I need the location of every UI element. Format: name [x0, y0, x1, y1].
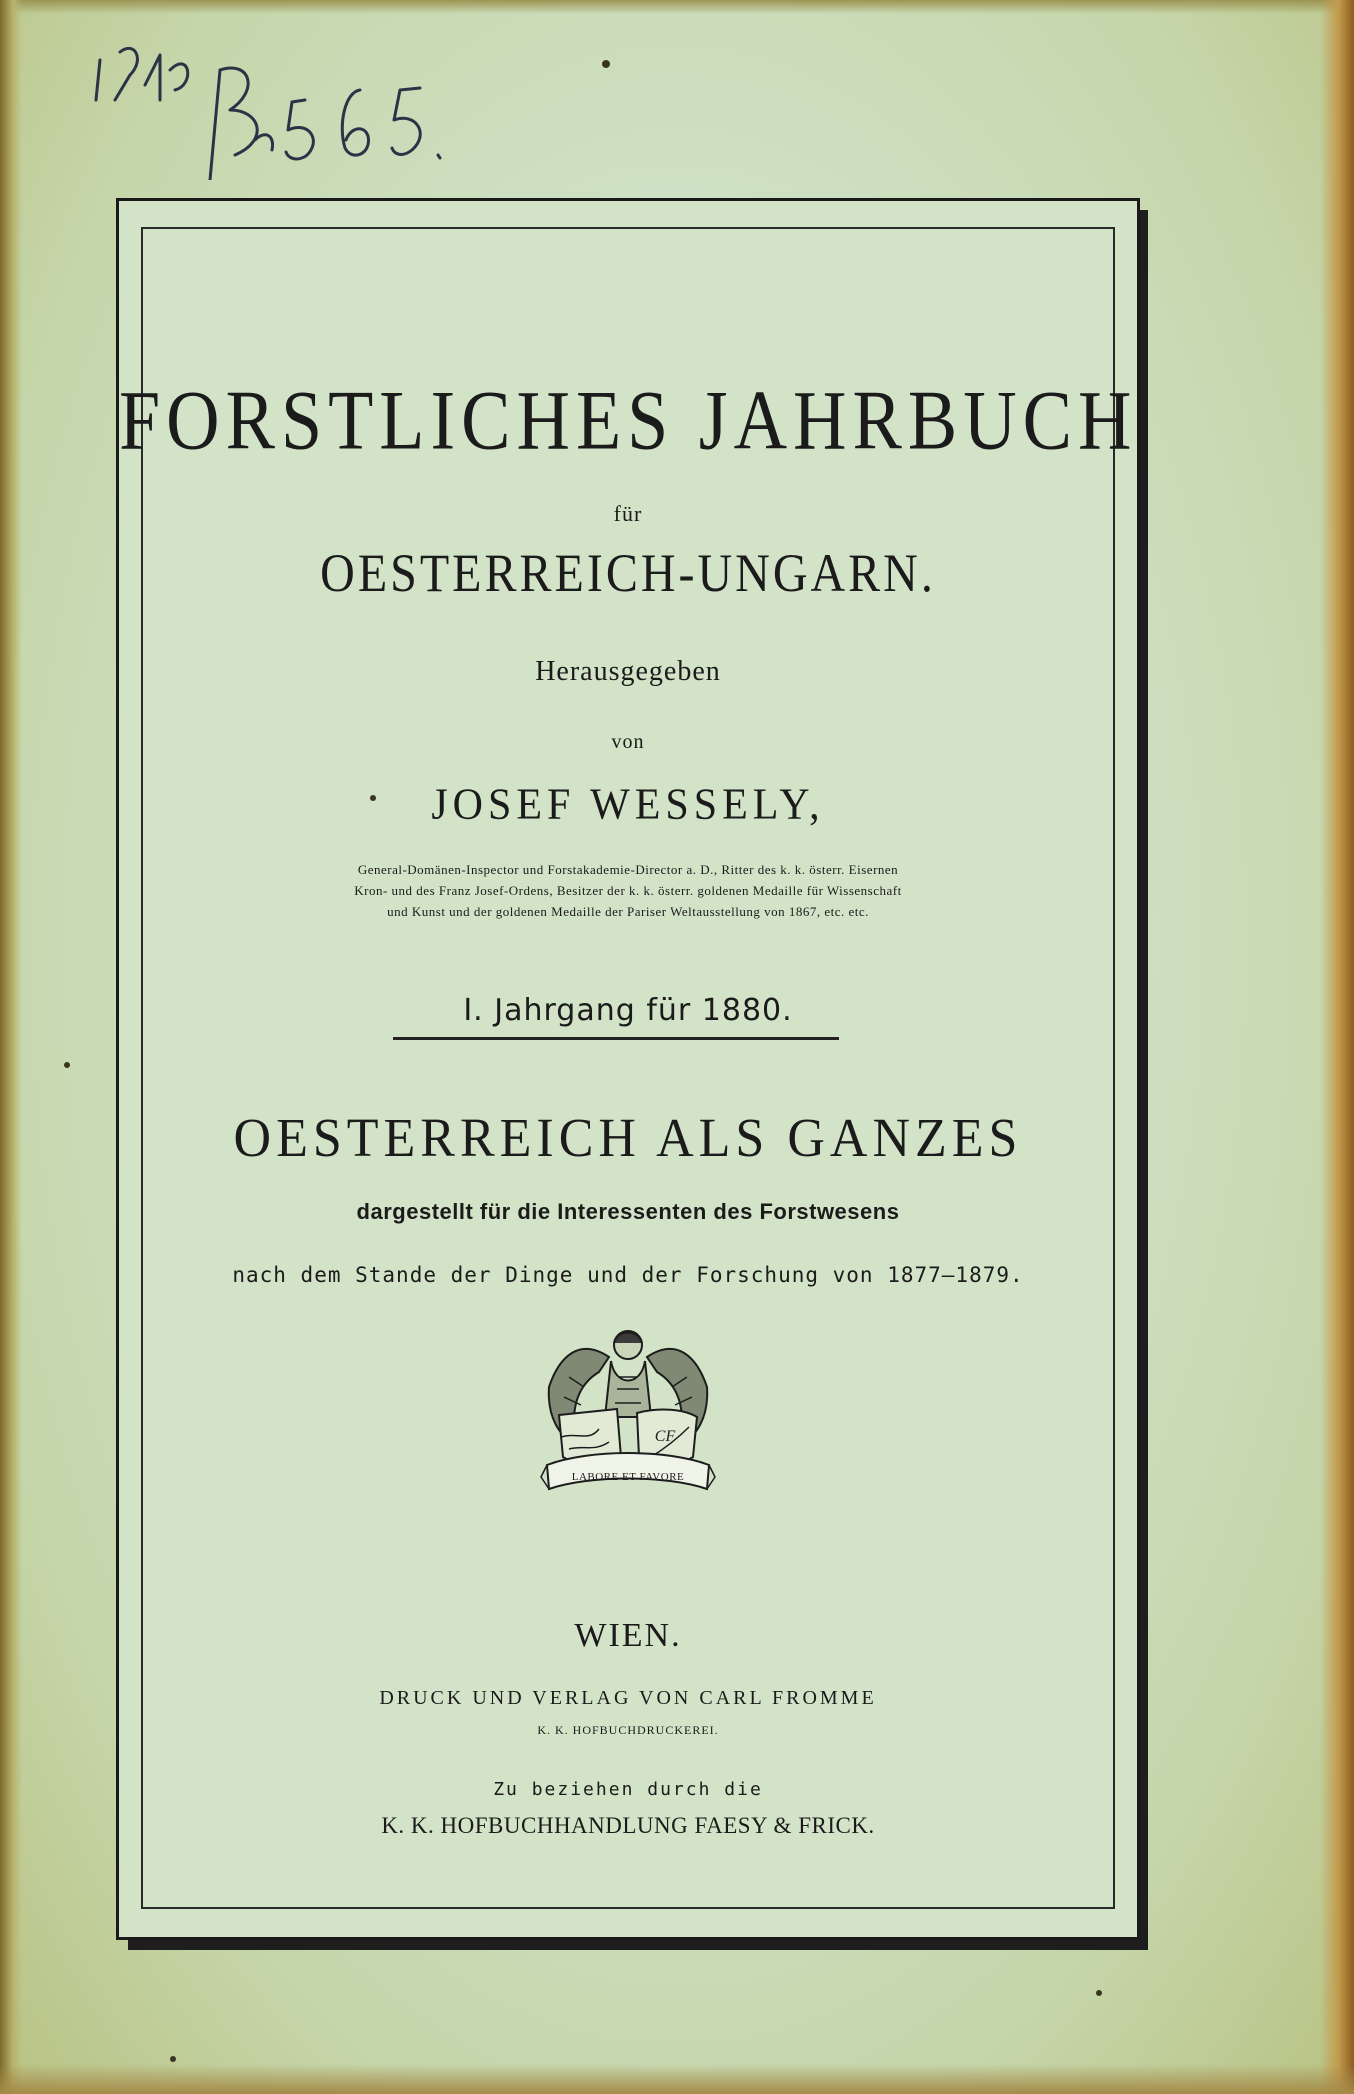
paper-speck: [1096, 1990, 1102, 1996]
paper-speck: [602, 60, 610, 68]
credentials-line: und Kunst und der goldenen Medaille der Pariser Weltausstellung von 1867, etc. etc.: [387, 904, 869, 919]
available-through: Zu beziehen durch die: [493, 1779, 763, 1800]
fuer-text: für: [613, 501, 643, 526]
paper-edge-bottom: [0, 2064, 1354, 2094]
research-period: nach dem Stande der Dinge und der Forschung von 1877–1879.: [232, 1263, 1024, 1287]
paper-speck: [170, 2056, 176, 2062]
svg-text:LABORE ET FAVORE: LABORE ET FAVORE: [571, 1471, 685, 1483]
subtitle-description: dargestellt für die Interessenten des Forstwesens: [356, 1199, 900, 1224]
country-title: OESTERREICH-UNGARN.: [320, 543, 936, 604]
credentials-line: Kron- und des Franz Josef-Ordens, Besitzer der k. k. österr. goldenen Medaille für Wissenschaft: [354, 883, 902, 898]
book-title: FORSTLICHES JAHRBUCH: [119, 373, 1138, 469]
cover-content: [119, 201, 1137, 1937]
svg-text:CF: CF: [654, 1428, 676, 1445]
herausgegeben-text: Herausgegeben: [535, 656, 721, 687]
paper-edge-top: [0, 0, 1354, 14]
printer-line: K. K. HOFBUCHDRUCKEREI.: [537, 1723, 719, 1737]
year-underline: [393, 1037, 839, 1040]
publication-place: WIEN.: [574, 1617, 682, 1654]
paper-speck: [370, 795, 376, 801]
paper-speck: [64, 1062, 70, 1068]
bookshop-line: K. K. HOFBUCHHANDLUNG FAESY & FRICK.: [381, 1813, 875, 1838]
volume-subtitle: OESTERREICH ALS GANZES: [233, 1108, 1023, 1169]
paper-edge-right: [1320, 0, 1354, 2094]
publisher-line: DRUCK UND VERLAG VON CARL FROMME: [379, 1687, 877, 1709]
paper-edge-left: [0, 0, 22, 2094]
outer-frame: [116, 198, 1140, 1940]
von-text: von: [611, 731, 645, 753]
handwritten-shelfmark: [60, 30, 480, 180]
volume-year: I. Jahrgang für 1880.: [463, 993, 793, 1028]
credentials-line: General-Domänen-Inspector und Forstakademie-Director a. D., Ritter des k. k. österr. Eisernen: [357, 862, 899, 877]
editor-credentials: [179, 859, 1077, 922]
editor-name: JOSEF WESSELY,: [431, 780, 825, 830]
publisher-emblem: [539, 1317, 717, 1499]
